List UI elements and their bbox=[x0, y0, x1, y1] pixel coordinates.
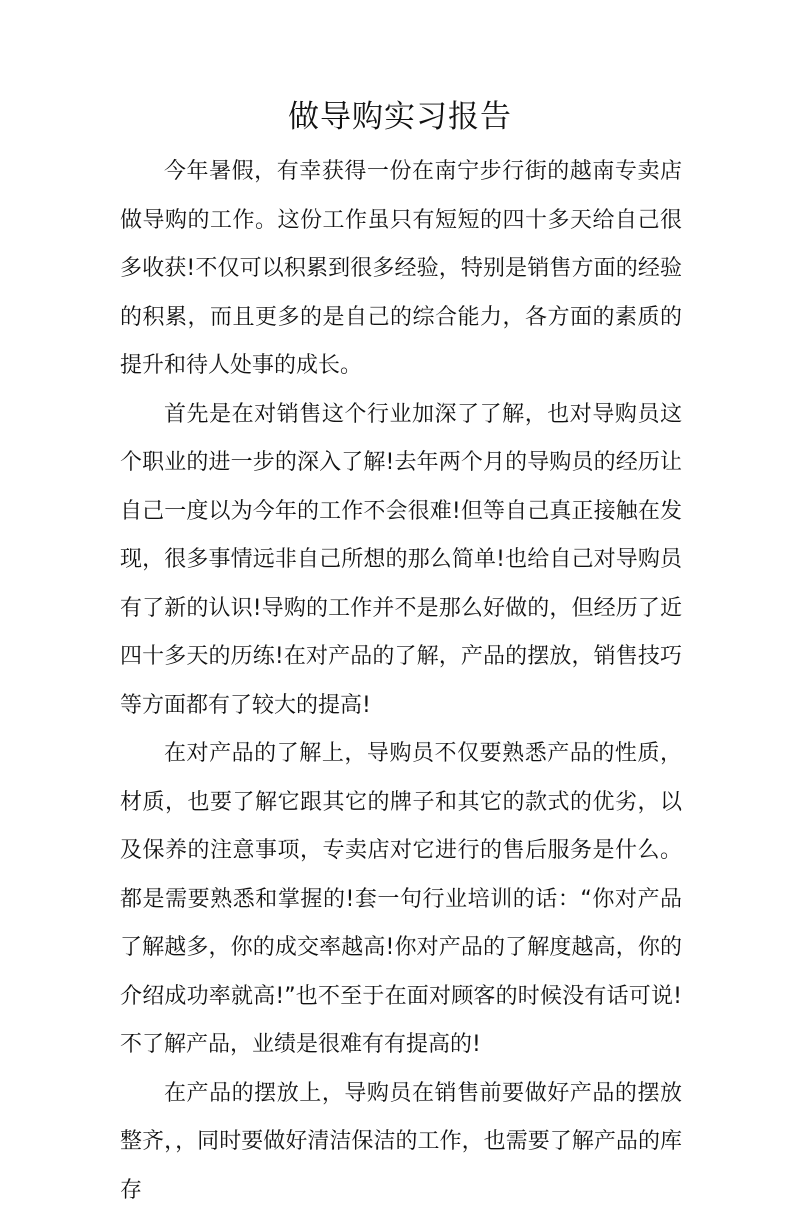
document-title: 做导购实习报告 bbox=[0, 95, 800, 139]
paragraph-4: 在产品的摆放上，导购员在销售前要做好产品的摆放整齐，，同时要做好清洁保洁的工作，也需要了解产品的库存 bbox=[120, 1070, 682, 1215]
paragraph-3: 在对产品的了解上，导购员不仅要熟悉产品的性质，材质，也要了解它跟其它的牌子和其它的款式的优劣，以及保养的注意事项，专卖店对它进行的售后服务是什么。都是需要熟悉和掌握的!套一句行业培训的话：“你对产品了解越多，你的成交率越高!你对产品的了解度越高，你的介绍成功率就高!”也不至于在面对顾客的时候没有话可说!不了解产品，业绩是很难有有提高的! bbox=[120, 730, 682, 1070]
paragraph-2: 首先是在对销售这个行业加深了了解，也对导购员这个职业的进一步的深入了解!去年两个月的导购员的经历让自己一度以为今年的工作不会很难!但等自己真正接触在发现，很多事情远非自己所想的那么简单!也给自己对导购员有了新的认识!导购的工作并不是那么好做的，但经历了近四十多天的历练!在对产品的了解，产品的摆放，销售技巧等方面都有了较大的提高! bbox=[120, 391, 682, 731]
document-body bbox=[120, 148, 682, 1215]
paragraph-1: 今年暑假，有幸获得一份在南宁步行街的越南专卖店做导购的工作。这份工作虽只有短短的四十多天给自己很多收获!不仅可以积累到很多经验，特别是销售方面的经验的积累，而且更多的是自己的综合能力，各方面的素质的提升和待人处事的成长。 bbox=[120, 148, 682, 391]
